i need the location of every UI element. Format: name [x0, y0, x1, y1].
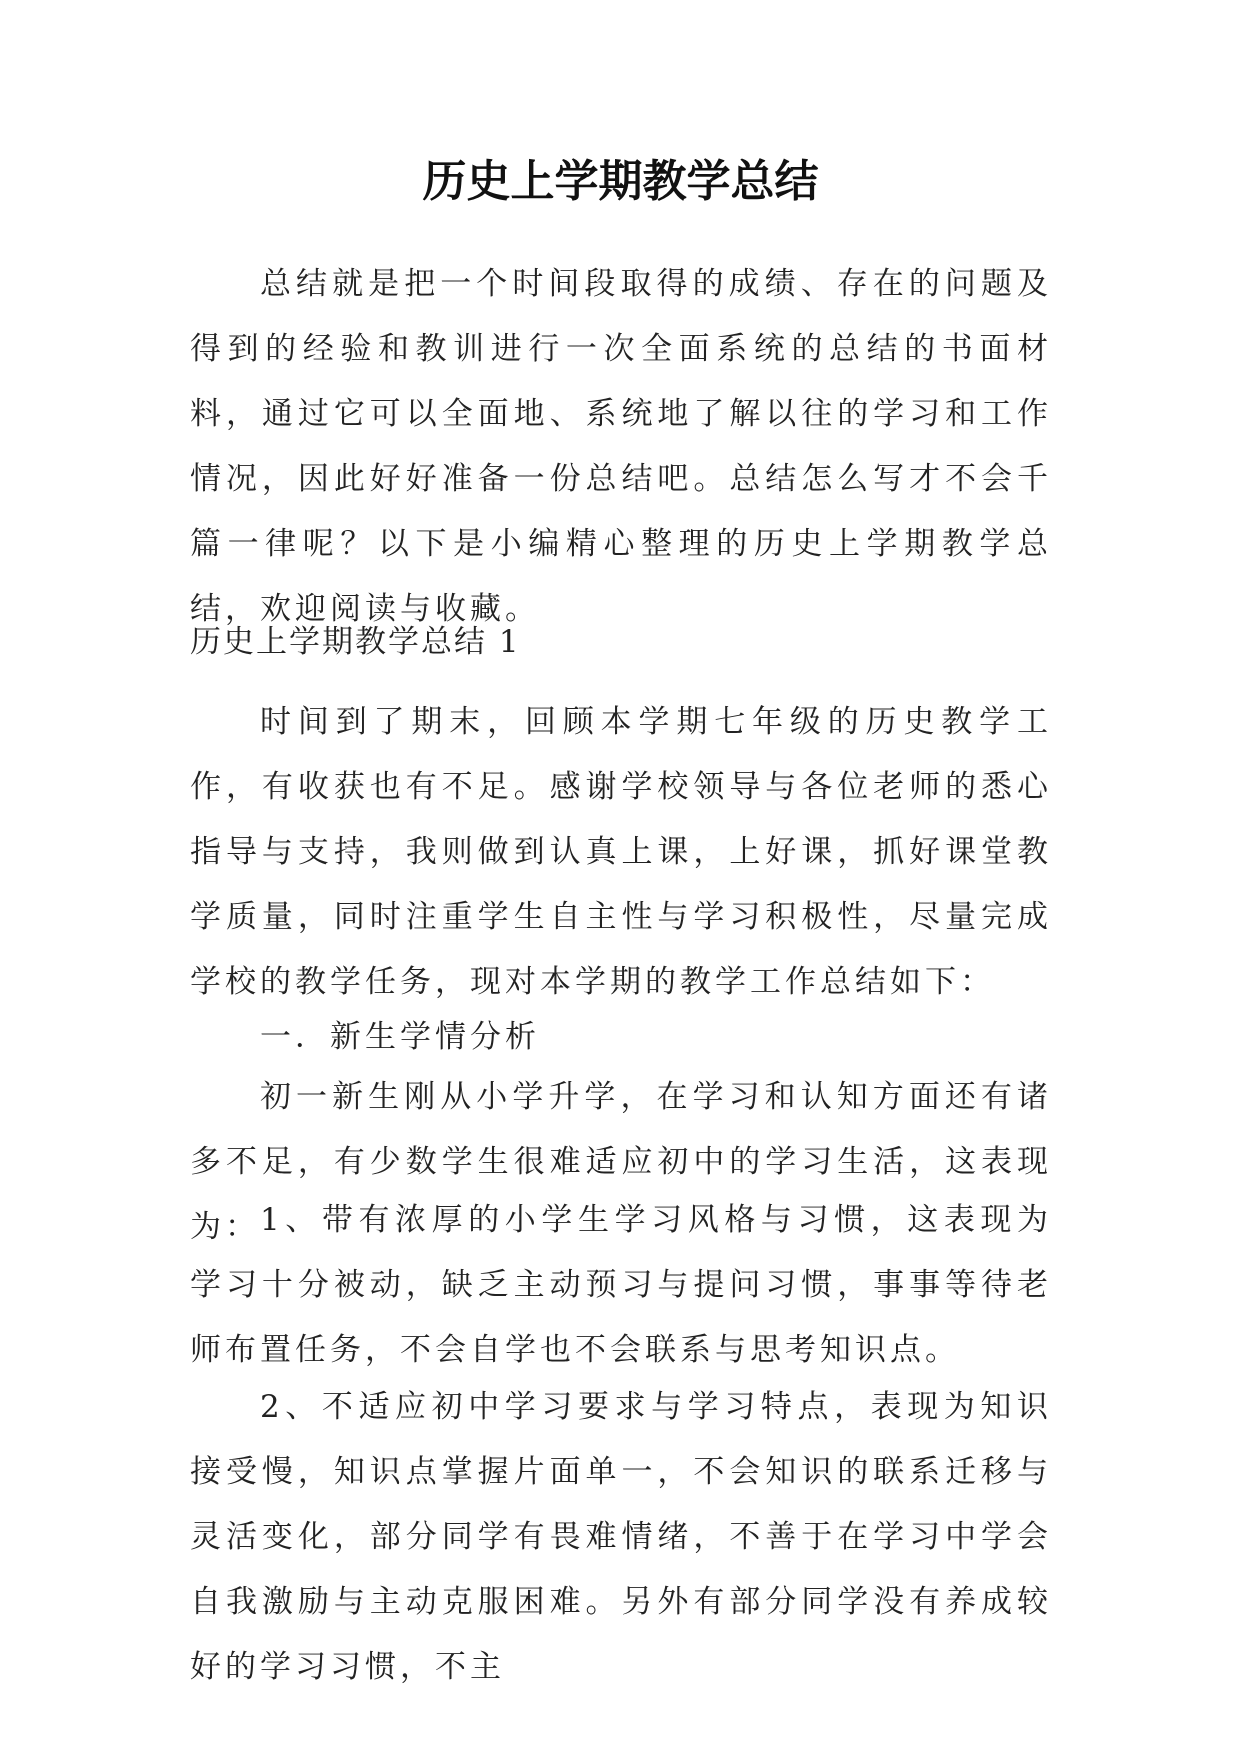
- paragraph-new-students: 初一新生刚从小学升学，在学习和认知方面还有诸多不足，有少数学生很难适应初中的学习生活，这表现为：: [190, 1079, 1052, 1245]
- section-heading: 历史上学期教学总结 1: [190, 624, 521, 660]
- document-title: 历史上学期教学总结: [422, 156, 819, 207]
- paragraph-review: 时间到了期末，回顾本学期七年级的历史教学工作，有收获也有不足。感谢学校领导与各位老师的悉心指导与支持，我则做到认真上课，上好课，抓好课堂教学质量，同时注重学生自主性与学习积极性，尽量完成学校的教学任务，现对本学期的教学工作总结如下：: [190, 704, 1052, 1000]
- paragraph-point-2: 2、不适应初中学习要求与学习特点，表现为知识接受慢，知识点掌握片面单一，不会知识的联系迁移与灵活变化，部分同学有畏难情绪，不善于在学习中学会自我激励与主动克服困难。另外有部分同学没有养成较好的学习习惯，不主: [190, 1389, 1052, 1685]
- intro-paragraph: 总结就是把一个时间段取得的成绩、存在的问题及得到的经验和教训进行一次全面系统的总结的书面材料，通过它可以全面地、系统地了解以往的学习和工作情况，因此好好准备一份总结吧。总结怎么写才不会千篇一律呢？以下是小编精心整理的历史上学期教学总结，欢迎阅读与收藏。: [190, 266, 1052, 627]
- paragraph-point-1: 1、带有浓厚的小学生学习风格与习惯，这表现为学习十分被动，缺乏主动预习与提问习惯，事事等待老师布置任务，不会自学也不会联系与思考知识点。: [190, 1202, 1052, 1368]
- subheading-student-analysis: 一．新生学情分析: [260, 1019, 540, 1055]
